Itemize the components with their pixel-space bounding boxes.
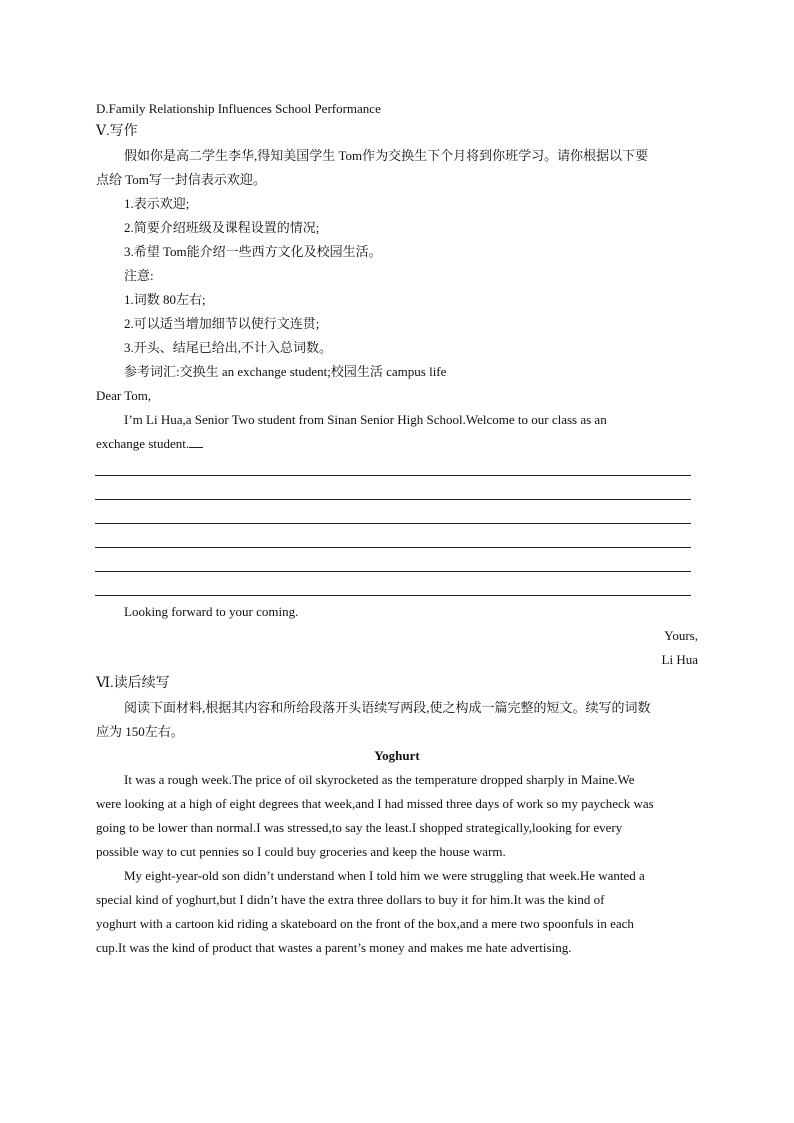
requirement-point: 3.希望 Tom能介绍一些西方文化及校园生活。 bbox=[124, 244, 382, 259]
answer-blank[interactable] bbox=[189, 436, 203, 448]
passage-paragraph-1-line: It was a rough week.The price of oil skyrocketed as the temperature dropped sharply in Maine.We bbox=[124, 772, 635, 787]
section-6-heading: Ⅵ.读后续写 bbox=[96, 676, 170, 691]
letter-opening-text: exchange student. bbox=[96, 436, 190, 451]
note-item: 2.可以适当增加细节以使行文连贯; bbox=[124, 316, 320, 331]
note-item: 1.词数 80左右; bbox=[124, 292, 206, 307]
passage-paragraph-2-line: special kind of yoghurt,but I didn’t have the extra three dollars to buy it for him.It was the kind of bbox=[96, 892, 605, 907]
answer-line[interactable] bbox=[95, 475, 691, 476]
note-item: 3.开头、结尾已给出,不计入总词数。 bbox=[124, 340, 333, 355]
passage-paragraph-1-line: possible way to cut pennies so I could buy groceries and keep the house warm. bbox=[96, 844, 506, 859]
passage-paragraph-2-line: My eight-year-old son didn’t understand when I told him we were struggling that week.He wanted a bbox=[124, 868, 645, 883]
requirement-point: 1.表示欢迎; bbox=[124, 196, 190, 211]
continuation-instruction-line-2: 应为 150左右。 bbox=[96, 724, 184, 739]
passage-paragraph-2-line: cup.It was the kind of product that wastes a parent’s money and makes me hate advertising. bbox=[96, 940, 572, 955]
letter-signoff: Yours, bbox=[664, 628, 698, 643]
passage-paragraph-1-line: were looking at a high of eight degrees that week,and I had missed three days of work so my paycheck was bbox=[96, 796, 654, 811]
letter-signature: Li Hua bbox=[661, 652, 698, 667]
notes-label: 注意: bbox=[124, 268, 154, 283]
answer-line[interactable] bbox=[95, 595, 691, 596]
letter-opening-line-1: I’m Li Hua,a Senior Two student from Sinan Senior High School.Welcome to our class as an bbox=[124, 412, 607, 427]
section-5-heading: Ⅴ.写作 bbox=[96, 124, 138, 139]
letter-closing: Looking forward to your coming. bbox=[124, 604, 299, 619]
passage-paragraph-2-line: yoghurt with a cartoon kid riding a skateboard on the front of the box,and a mere two spoonfuls in each bbox=[96, 916, 634, 931]
letter-salutation: Dear Tom, bbox=[96, 388, 152, 403]
answer-line[interactable] bbox=[95, 571, 691, 572]
writing-prompt-line-1: 假如你是高二学生李华,得知美国学生 Tom作为交换生下个月将到你班学习。请你根据以下要 bbox=[124, 148, 649, 163]
writing-prompt-line-2: 点给 Tom写一封信表示欢迎。 bbox=[96, 172, 266, 187]
requirement-point: 2.简要介绍班级及课程设置的情况; bbox=[124, 220, 320, 235]
passage-paragraph-1-line: going to be lower than normal.I was stressed,to say the least.I shopped strategically,looking for every bbox=[96, 820, 623, 835]
passage-title: Yoghurt bbox=[374, 748, 420, 763]
reference-vocabulary: 参考词汇:交换生 an exchange student;校园生活 campus life bbox=[124, 364, 447, 379]
continuation-instruction-line-1: 阅读下面材料,根据其内容和所给段落开头语续写两段,使之构成一篇完整的短文。续写的词数 bbox=[124, 700, 651, 715]
previous-option-d: D.Family Relationship Influences School Performance bbox=[96, 101, 381, 116]
answer-line[interactable] bbox=[95, 499, 691, 500]
answer-line[interactable] bbox=[95, 547, 691, 548]
letter-opening-line-2 bbox=[96, 436, 696, 452]
answer-line[interactable] bbox=[95, 523, 691, 524]
